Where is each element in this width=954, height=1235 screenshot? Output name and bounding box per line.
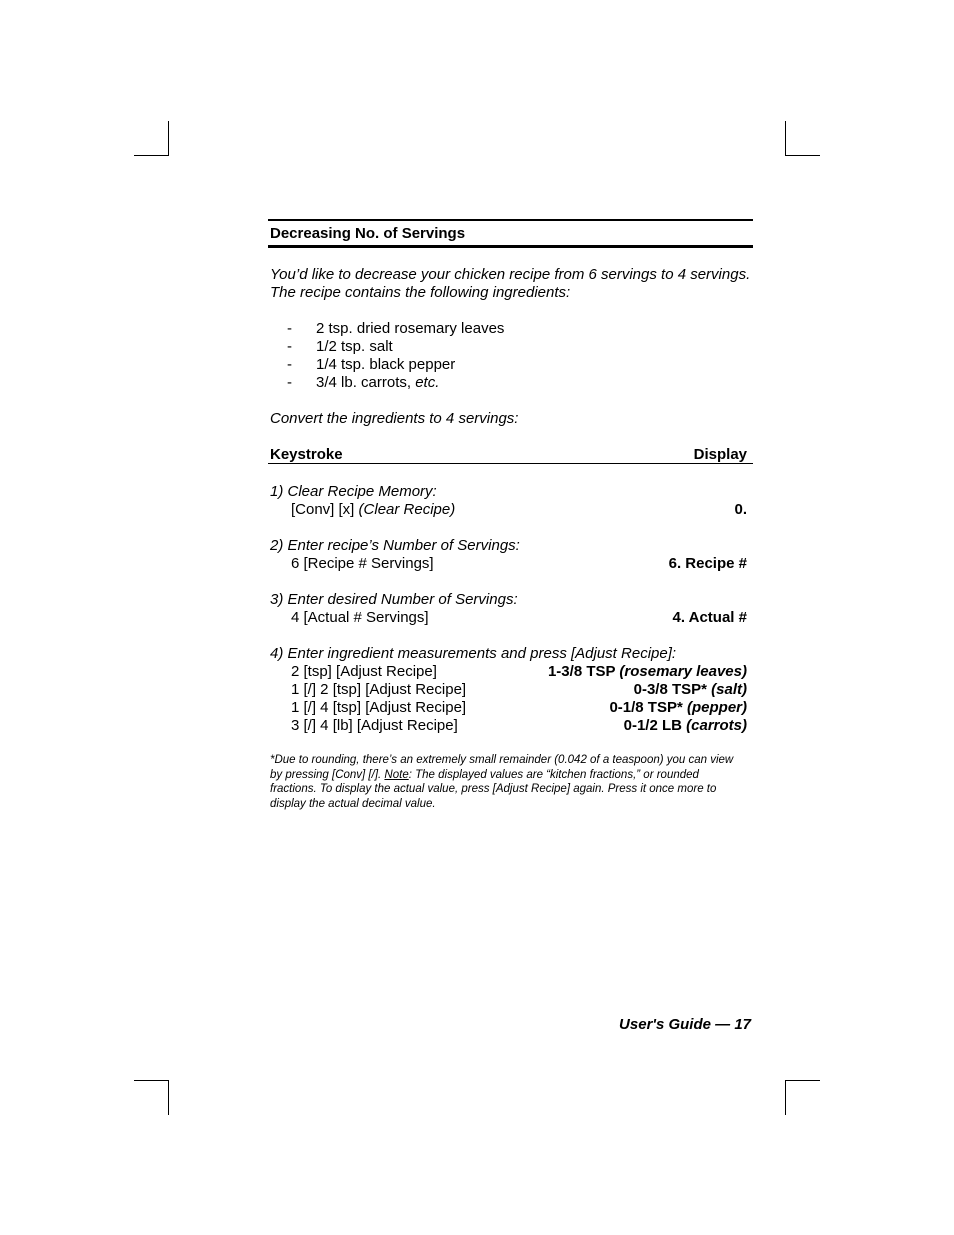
keystroke-cell: [Conv] [x] (Clear Recipe) bbox=[291, 501, 456, 518]
section-title: Decreasing No. of Servings bbox=[268, 219, 753, 248]
ingredient-text: 1/2 tsp. salt bbox=[316, 338, 393, 355]
display-header: Display bbox=[693, 446, 747, 463]
display-cell: 0-3/8 TSP* (salt) bbox=[633, 681, 747, 698]
display-cell: 6. Recipe # bbox=[668, 555, 747, 572]
crop-mark-bottom-left-vertical bbox=[168, 1080, 169, 1115]
crop-mark-top-right-horizontal bbox=[785, 155, 820, 156]
crop-mark-bottom-left-horizontal bbox=[134, 1080, 169, 1081]
table-row bbox=[268, 609, 753, 627]
display-cell: 0. bbox=[734, 501, 747, 518]
step-block bbox=[268, 537, 753, 573]
step-title: 1) Clear Recipe Memory: bbox=[270, 483, 437, 500]
step-block bbox=[268, 483, 753, 519]
ingredient-suffix: etc. bbox=[415, 374, 440, 391]
ingredient-list bbox=[268, 320, 753, 392]
step-block bbox=[268, 645, 753, 735]
crop-mark-top-right-vertical bbox=[785, 121, 786, 156]
list-dash: - bbox=[287, 320, 292, 337]
display-cell: 4. Actual # bbox=[672, 609, 747, 626]
step-title: 3) Enter desired Number of Servings: bbox=[270, 591, 518, 608]
display-cell: 0-1/8 TSP* (pepper) bbox=[609, 699, 747, 716]
footnote: *Due to rounding, there’s an extremely small remainder (0.042 of a teaspoon) you can view by pressing [Conv] [/]. Note: The displayed values are “kitchen fractions,” or rounded fractions. To display the actual value, press [Adjust Recipe] again. Press it once more to display the actual decimal value. bbox=[270, 754, 734, 810]
list-dash: - bbox=[287, 356, 292, 373]
crop-mark-bottom-right-vertical bbox=[785, 1080, 786, 1115]
keystroke-cell: 2 [tsp] [Adjust Recipe] bbox=[291, 663, 437, 680]
keystroke-cell: 1 [/] 2 [tsp] [Adjust Recipe] bbox=[291, 681, 467, 698]
table-row bbox=[268, 501, 753, 519]
note-label: Note bbox=[384, 768, 409, 781]
display-cell: 1-3/8 TSP (rosemary leaves) bbox=[547, 663, 747, 680]
keystroke-cell: 3 [/] 4 [lb] [Adjust Recipe] bbox=[291, 717, 458, 734]
intro-paragraph: You’d like to decrease your chicken recipe from 6 servings to 4 servings. The recipe contains the following ingredients: bbox=[270, 266, 751, 301]
ingredient-text: 1/4 tsp. black pepper bbox=[316, 356, 456, 373]
crop-mark-top-left-vertical bbox=[168, 121, 169, 156]
page-footer: User's Guide — 17 bbox=[619, 1016, 751, 1033]
convert-instruction: Convert the ingredients to 4 servings: bbox=[270, 410, 519, 427]
crop-mark-bottom-right-horizontal bbox=[785, 1080, 820, 1081]
step-title: 2) Enter recipe’s Number of Servings: bbox=[270, 537, 520, 554]
ingredient-text: 2 tsp. dried rosemary leaves bbox=[316, 320, 505, 337]
table-row bbox=[268, 555, 753, 573]
keystroke-cell: 1 [/] 4 [tsp] [Adjust Recipe] bbox=[291, 699, 467, 716]
display-cell: 0-1/2 LB (carrots) bbox=[623, 717, 747, 734]
ingredient-text: 3/4 lb. carrots, bbox=[316, 374, 416, 391]
list-dash: - bbox=[287, 374, 292, 391]
table-header bbox=[268, 446, 753, 464]
list-item bbox=[268, 356, 753, 374]
table-row bbox=[268, 663, 753, 681]
keystroke-cell: 4 [Actual # Servings] bbox=[291, 609, 429, 626]
table-row bbox=[268, 717, 753, 735]
crop-mark-top-left-horizontal bbox=[134, 155, 169, 156]
keystroke-cell: 6 [Recipe # Servings] bbox=[291, 555, 434, 572]
keystroke-header: Keystroke bbox=[270, 446, 343, 463]
list-item bbox=[268, 374, 753, 392]
table-row bbox=[268, 681, 753, 699]
step-title: 4) Enter ingredient measurements and press [Adjust Recipe]: bbox=[270, 645, 677, 662]
list-dash: - bbox=[287, 338, 292, 355]
table-row bbox=[268, 699, 753, 717]
list-item bbox=[268, 338, 753, 356]
page-content bbox=[268, 219, 753, 811]
step-block bbox=[268, 591, 753, 627]
list-item bbox=[268, 320, 753, 338]
